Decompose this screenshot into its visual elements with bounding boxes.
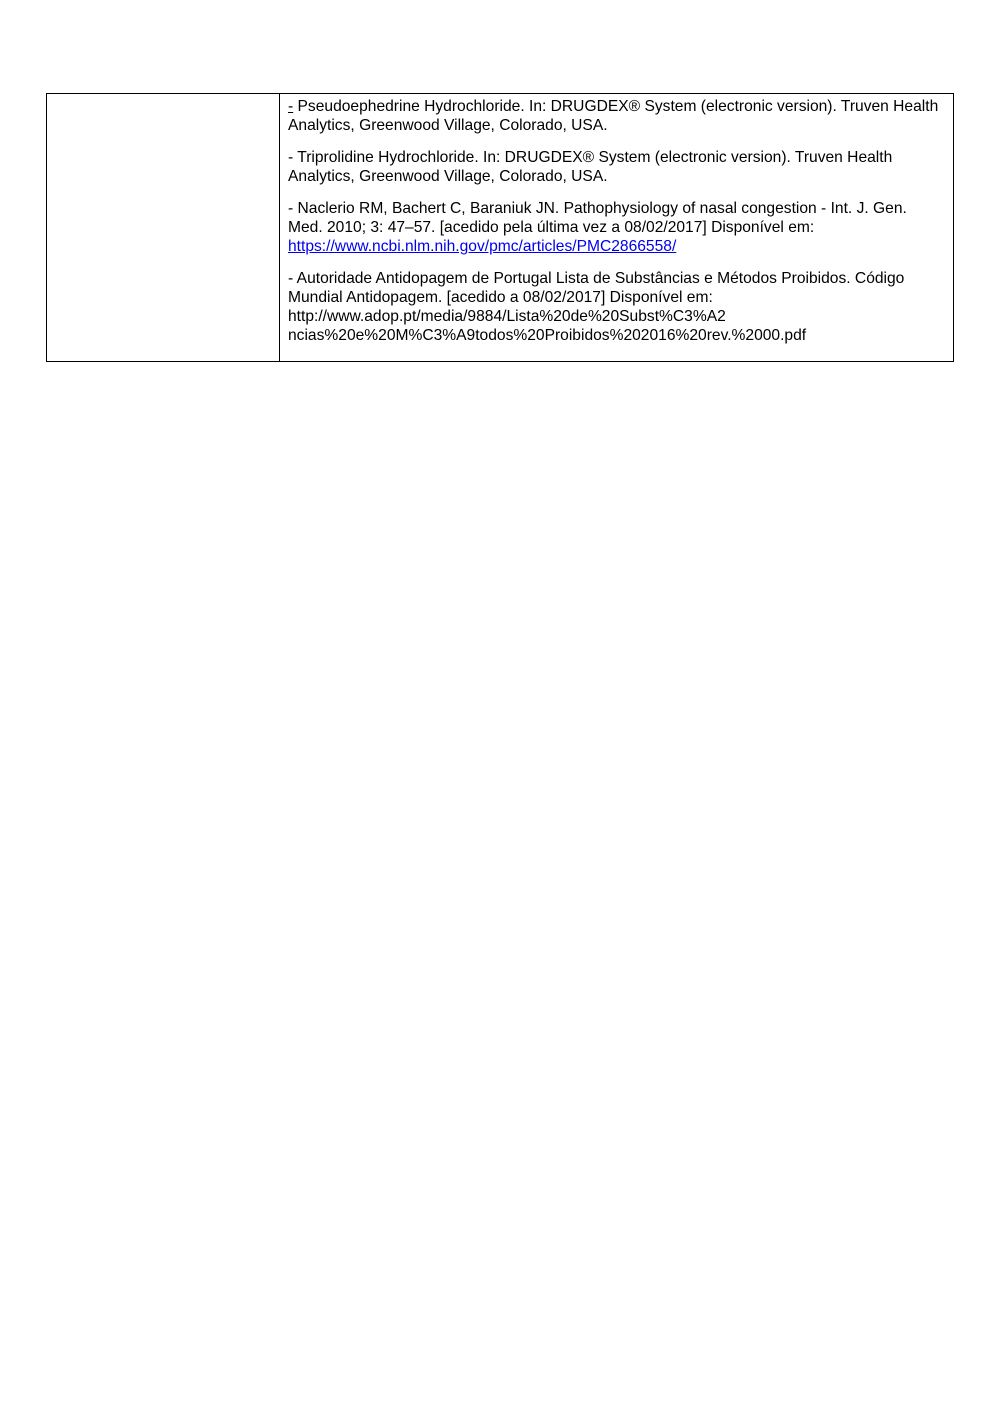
reference-dash: - xyxy=(288,98,294,115)
reference-pseudoephedrine xyxy=(288,97,945,135)
reference-text: - Naclerio RM, Bachert C, Baraniuk JN. Pathophysiology of nasal congestion - Int. J. Gen. Med. 2010; 3: 47–57. [acedido pela última vez a 08/02/2017] Disponível em: xyxy=(288,200,907,236)
reference-text: Pseudoephedrine Hydrochloride. In: DRUGDEX® System (electronic version). Truven Health Analytics, Greenwood Village, Colorado, USA. xyxy=(288,98,939,134)
adop-url-line-1: http://www.adop.pt/media/9884/Lista%20de%20Subst%C3%A2 xyxy=(288,308,726,325)
reference-naclerio xyxy=(288,199,945,256)
table-row xyxy=(47,94,954,362)
ncbi-link[interactable]: https://www.ncbi.nlm.nih.gov/pmc/articles/PMC2866558/ xyxy=(288,238,677,255)
reference-text: - Triprolidine Hydrochloride. In: DRUGDEX® System (electronic version). Truven Health Analytics, Greenwood Village, Colorado, USA. xyxy=(288,149,893,185)
reference-text: - Autoridade Antidopagem de Portugal Lista de Substâncias e Métodos Proibidos. Código Mundial Antidopagem. [acedido a 08/02/2017] Disponível em: xyxy=(288,270,905,306)
reference-adop xyxy=(288,269,945,345)
references-cell xyxy=(280,94,954,362)
reference-triprolidine xyxy=(288,148,945,186)
empty-left-cell xyxy=(47,94,280,362)
adop-url-line-2: ncias%20e%20M%C3%A9todos%20Proibidos%202016%20rev.%2000.pdf xyxy=(288,327,807,344)
references-table xyxy=(46,93,954,362)
